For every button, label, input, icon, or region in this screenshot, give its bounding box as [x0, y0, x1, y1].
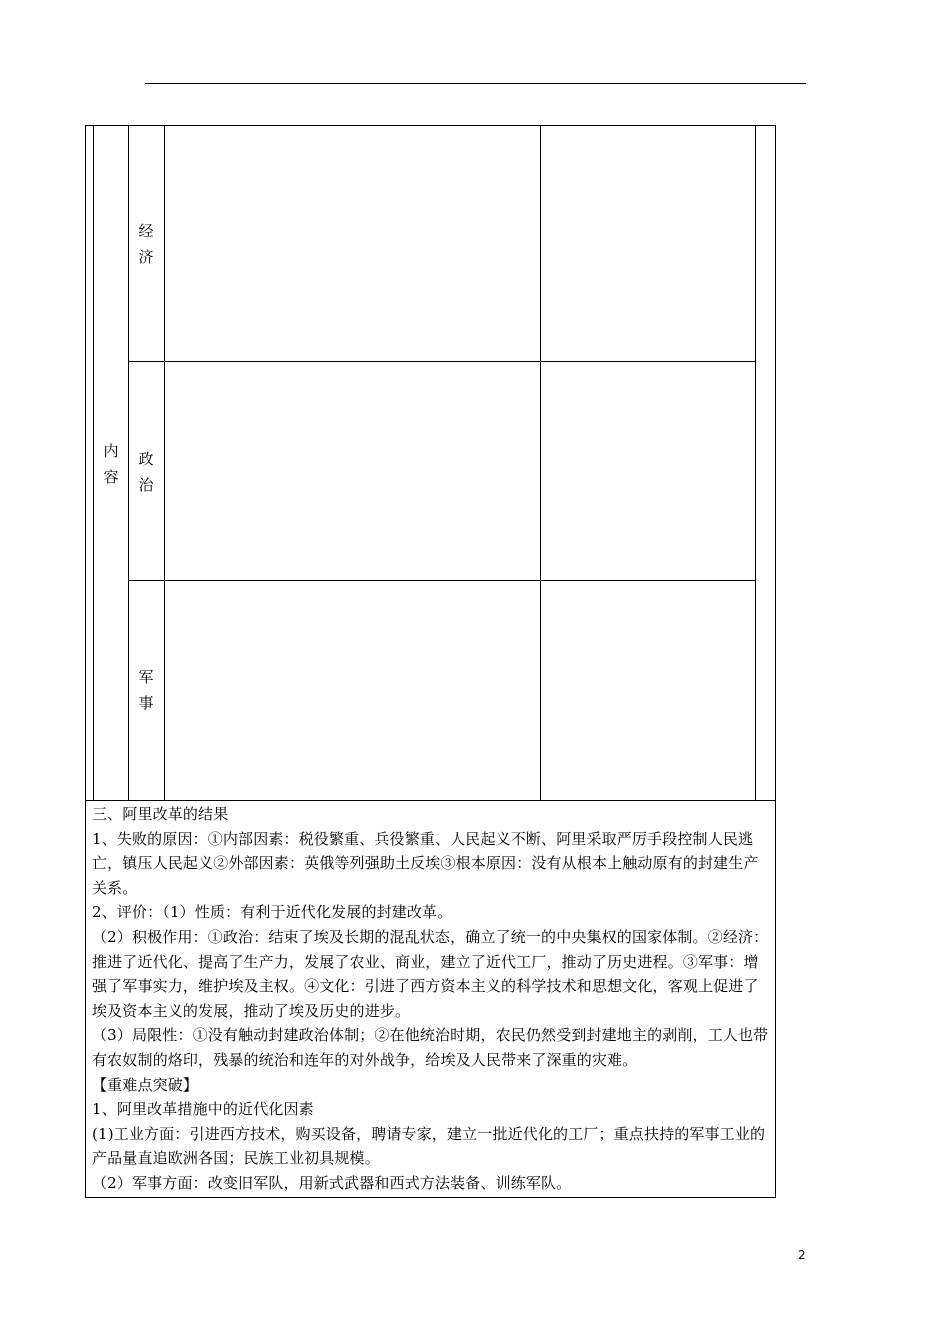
table-hline-2: [128, 580, 755, 581]
paragraph-failure-reasons: 1、失败的原因：①内部因素：税役繁重、兵役繁重、人民起义不断、阿里采取严厉手段控制人民逃亡，镇压人民起义②外部因素：英俄等列强助土反埃③根本原因：没有从根本上触动原有的封建生产关系。: [92, 829, 759, 897]
table-vline-2: [128, 125, 129, 800]
row-label-military: 军事: [138, 668, 154, 712]
table-hline-1: [128, 361, 755, 362]
paragraph-military: （2）军事方面：改变旧军队，用新式武器和西式方法装备、训练军队。: [92, 1173, 572, 1192]
paragraph-key-points-heading: 【重难点突破】: [92, 1075, 199, 1094]
page-number: 2: [798, 1248, 806, 1262]
row-label-politics: 政治: [138, 450, 154, 494]
table-vline-4: [540, 125, 541, 800]
table-right-strip: [755, 125, 776, 800]
paragraph-positive-effects: （2）积极作用：①政治：结束了埃及长期的混乱状态，确立了统一的中央集权的国家体制。②经济：推进了近代化、提高了生产力，发展了农业、商业，建立了近代工厂，推动了历史进程。③军事：增强了军事实力，维护埃及主权。④文化：引进了西方资本主义的科学技术和思想文化，客观上促进了埃及资本主义的发展，推动了埃及历史的进步。: [92, 927, 769, 1020]
body-text: [92, 802, 772, 1196]
paragraph-modernization-factors: 1、阿里改革措施中的近代化因素: [92, 1100, 314, 1119]
paragraph-industry: (1)工业方面：引进西方技术，购买设备，聘请专家，建立一批近代化的工厂；重点扶持的军事工业的产品量直追欧洲各国；民族工业初具规模。: [92, 1124, 766, 1168]
table-vline-3: [164, 125, 165, 800]
header-rule: [145, 83, 806, 84]
table-hline-bottom: [85, 800, 776, 801]
outer-label: 内容: [103, 442, 119, 486]
section-heading: 三、阿里改革的结果: [92, 805, 229, 823]
paragraph-evaluation: 2、评价：（1）性质：有利于近代化发展的封建改革。: [92, 903, 453, 922]
row-label-economy: 经济: [138, 222, 154, 266]
table-vline-1: [93, 125, 94, 800]
paragraph-limitations: （3）局限性：①没有触动封建政治体制；②在他统治时期，农民仍然受到封建地主的剥削，工人也带有农奴制的烙印，残暴的统治和连年的对外战争，给埃及人民带来了深重的灾难。: [92, 1026, 769, 1069]
